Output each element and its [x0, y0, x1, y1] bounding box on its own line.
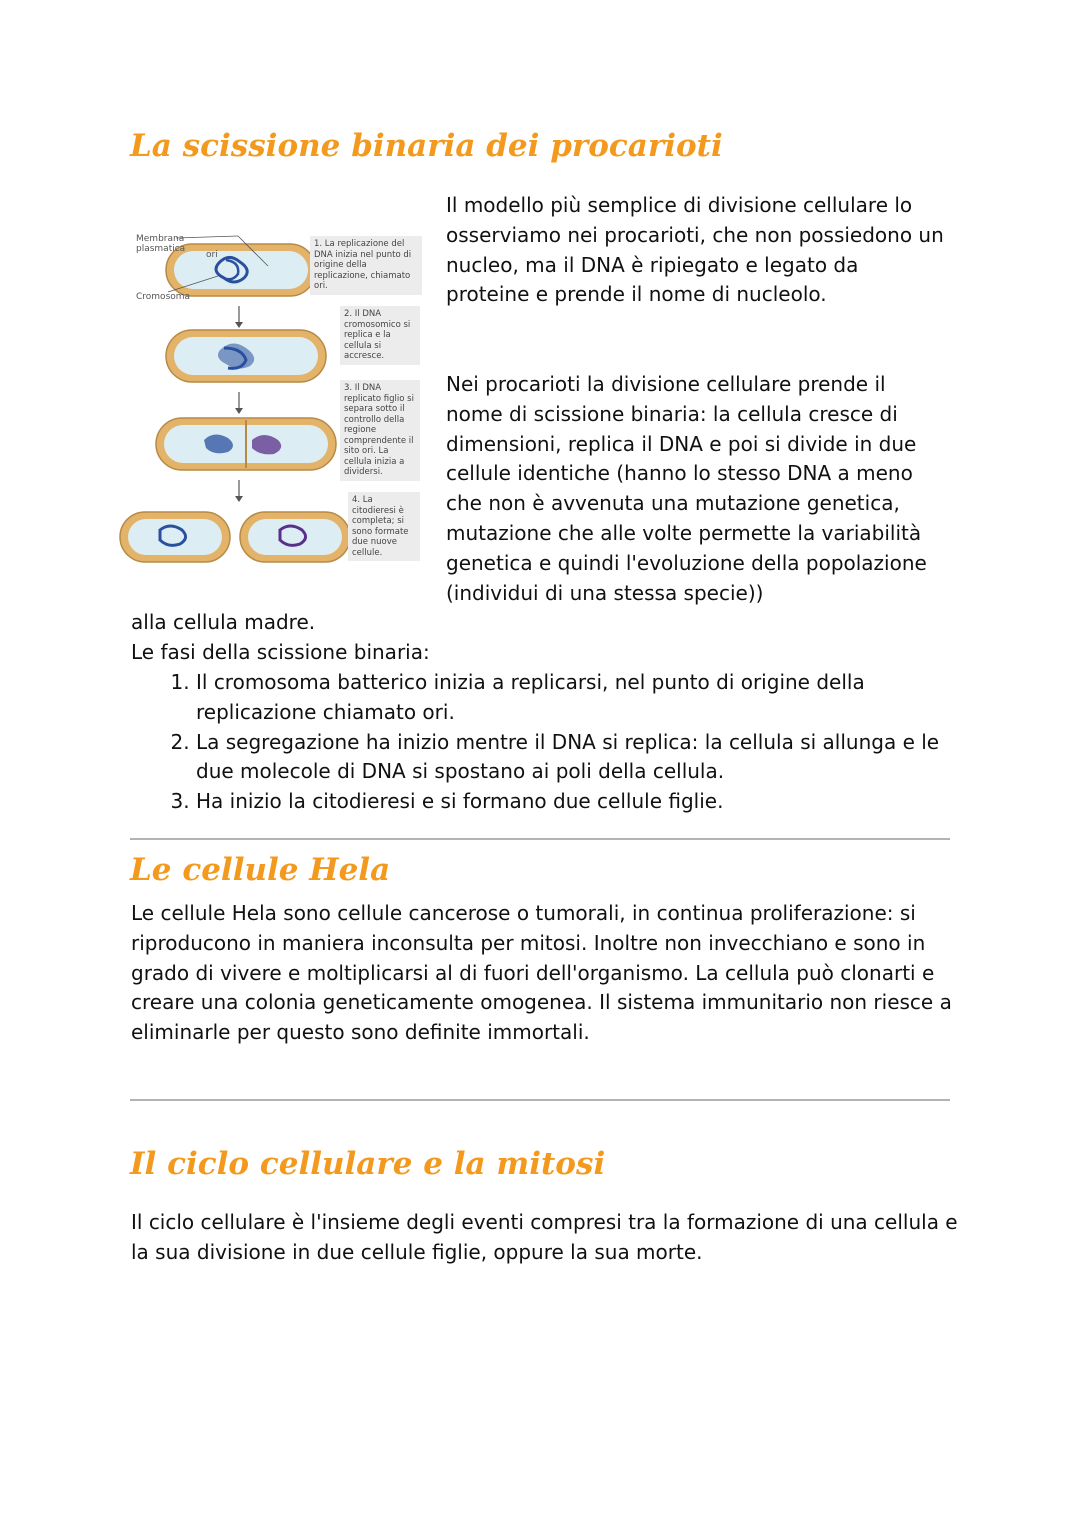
- hela-paragraph: Le cellule Hela sono cellule cancerose o tumorali, in continua proliferazione: si riproducono in maniera inconsulta per mitosi. Inoltre non invecchiano e sono in grado di vivere e moltiplicarsi al di fuori dell'organismo. La cellula può clonarti e creare una colonia geneticamente omogenea. Il sistema immunitario non riesce a eliminarle per questo sono definite immortali.: [131, 901, 952, 1045]
- ciclo-paragraph: Il ciclo cellulare è l'insieme degli eventi compresi tra la formazione di una cellula e la sua divisione in due cellule figlie, oppure la sua morte.: [131, 1210, 958, 1264]
- arrow-down-2: [235, 392, 243, 414]
- cell-stage-4-right: [240, 512, 350, 562]
- arrow-down-1: [235, 306, 243, 328]
- section-divider: [130, 838, 950, 840]
- arrow-down-3: [235, 480, 243, 502]
- cell-stage-3: [156, 418, 336, 470]
- cell-stage-4-left: [120, 512, 230, 562]
- diagram-step-2: 2. Il DNA cromosomico si replica e la cellula si accresce.: [340, 306, 420, 365]
- section-title-scissione: La scissione binaria dei procarioti: [130, 128, 723, 164]
- phases-list: [131, 668, 951, 817]
- section-title-hela: Le cellule Hela: [130, 852, 391, 888]
- phases-intro: Le fasi della scissione binaria:: [131, 640, 430, 664]
- phase-item: 1. Il cromosoma batterico inizia a replicarsi, nel punto di origine della replicazione chiamato ori.: [196, 668, 951, 728]
- label-chromosome: Cromosoma: [136, 292, 191, 302]
- binary-fission-diagram: [118, 226, 428, 586]
- section-title-ciclo: Il ciclo cellulare e la mitosi: [130, 1146, 606, 1182]
- scissione-paragraph-1: Il modello più semplice di divisione cellulare lo osserviamo nei procarioti, che non possiedono un nucleo, ma il DNA è ripiegato e legato da proteine e prende il nome di nucleolo.: [446, 193, 944, 307]
- label-membrane: Membrana plasmatica: [136, 234, 186, 254]
- phase-item: 3. Ha inizio la citodieresi e si formano due cellule figlie.: [196, 787, 951, 817]
- scissione-paragraph-2: Nei procarioti la divisione cellulare prende il nome di scissione binaria: la cellula cresce di dimensioni, replica il DNA e poi si divide in due cellule identiche (hanno lo stesso DNA a meno che non è avvenuta una mutazione genetica, mutazione che alle volte permette la variabilità genetica e quindi l'evoluzione della popolazione (individui di una stessa specie)): [446, 372, 927, 605]
- label-ori: ori: [206, 250, 218, 260]
- cell-stage-2: [166, 330, 326, 382]
- section-divider: [130, 1099, 950, 1101]
- phase-item: 2. La segregazione ha inizio mentre il DNA si replica: la cellula si allunga e le due molecole di DNA si spostano ai poli della cellula.: [196, 728, 951, 788]
- diagram-step-3: 3. Il DNA replicato figlio si separa sotto il controllo della regione comprendente il sito ori. La cellula inizia a dividersi.: [340, 380, 420, 481]
- scissione-continuation: alla cellula madre.: [131, 610, 316, 634]
- diagram-step-4: 4. La citodieresi è completa; si sono formate due nuove cellule.: [348, 492, 420, 561]
- diagram-step-1: 1. La replicazione del DNA inizia nel punto di origine della replicazione, chiamato ori.: [310, 236, 422, 295]
